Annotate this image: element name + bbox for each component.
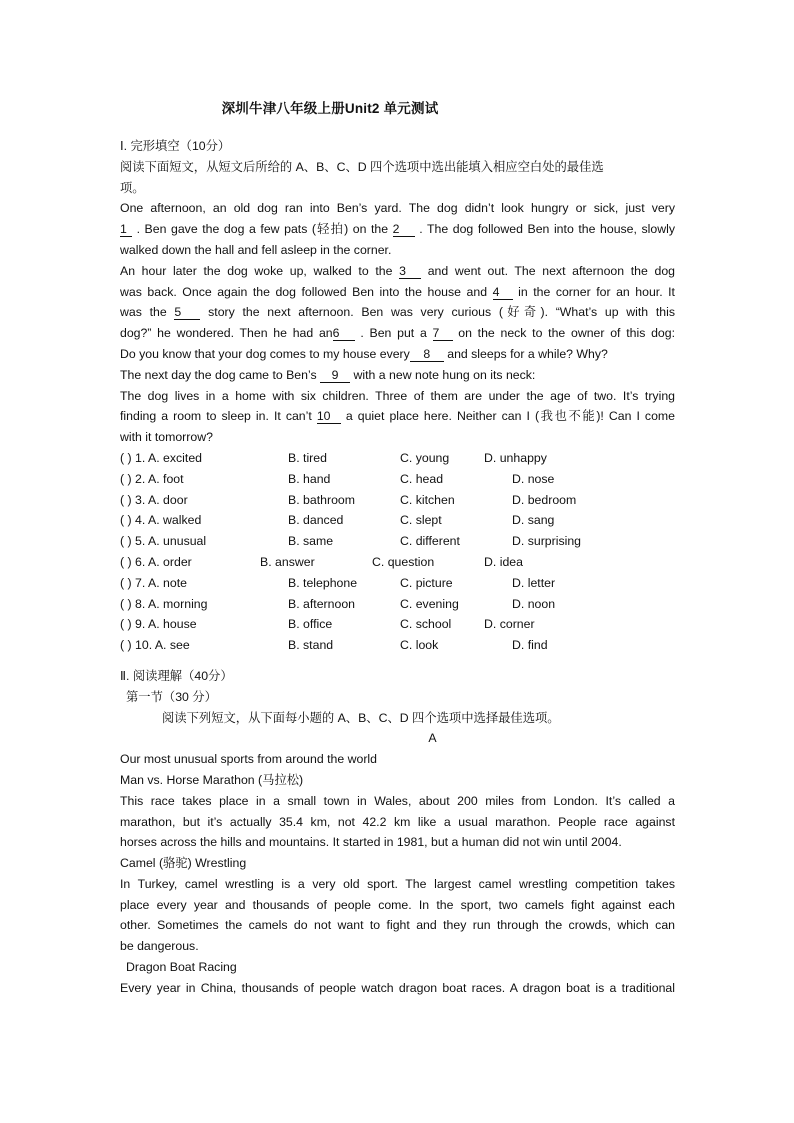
option-c: C. slept <box>400 513 442 528</box>
cloze-blank: 5 <box>174 305 200 320</box>
passage-line: dog?” he wondered. Then he had an6 . Ben put a 7 on the neck to the owner of this dog: <box>120 326 675 341</box>
option-d: D. bedroom <box>512 492 577 507</box>
part1-instructions-line: 项。 <box>120 180 145 195</box>
question-stem: ( ) 6. A. order <box>120 554 192 569</box>
question-stem: ( ) 2. A. foot <box>120 471 184 486</box>
reading-line: marathon, but it’s actually 35.4 km, not 42.2 km like a usual marathon. People race against <box>120 814 675 829</box>
option-c: C. kitchen <box>400 492 455 507</box>
question-row <box>120 469 675 490</box>
option-c: C. head <box>400 471 444 486</box>
cloze-blank: 10 <box>317 409 341 424</box>
option-d: D. find <box>512 638 548 653</box>
option-b: B. answer <box>260 554 315 569</box>
option-d: D. noon <box>512 596 556 611</box>
option-c: C. question <box>372 554 435 569</box>
question-stem: ( ) 7. A. note <box>120 575 187 590</box>
question-row <box>120 490 675 511</box>
cloze-blank: 2 <box>393 222 415 237</box>
question-row <box>120 635 675 656</box>
option-d: D. sang <box>512 513 555 528</box>
passage-line: The dog lives in a home with six children. Three of them are under the age of two. It’s trying <box>120 388 675 403</box>
question-stem: ( ) 9. A. house <box>120 617 197 632</box>
page-title: 深圳牛津八年级上册Unit2 单元测试 <box>221 101 439 116</box>
reading-line: Man vs. Horse Marathon (马拉松) <box>120 772 304 787</box>
passage-letter: A <box>428 731 437 746</box>
reading-line: Every year in China, thousands of people watch dragon boat races. A dragon boat is a traditional <box>120 980 675 995</box>
option-c: C. picture <box>400 575 453 590</box>
passage-line: Do you know that your dog comes to my house every 8 and sleeps for a while? Why? <box>120 346 608 361</box>
document-body <box>120 136 675 999</box>
part2-section: 第一节（30 分） <box>126 689 217 704</box>
question-stem: ( ) 10. A. see <box>120 638 190 653</box>
cloze-blank: 1 <box>120 222 132 237</box>
reading-line: other. Sometimes the camels do not want to fight and they run through the crowds, which can <box>120 918 675 933</box>
cloze-blank: 4 <box>493 285 513 300</box>
passage-line: 1 . Ben gave the dog a few pats (轻拍) on the 2 . The dog followed Ben into the house, slowly <box>120 222 675 237</box>
option-b: B. same <box>288 534 334 549</box>
question-row <box>120 448 675 469</box>
question-row <box>120 573 675 594</box>
question-row <box>120 531 675 552</box>
cloze-blank: 8 <box>410 347 444 362</box>
passage-line: finding a room to sleep in. It can’t 10 a quiet place here. Neither can I (我也不能)! Can I come <box>120 409 675 424</box>
cloze-blank: 6 <box>333 326 355 341</box>
option-b: B. afternoon <box>288 596 355 611</box>
question-row <box>120 510 675 531</box>
option-d: D. unhappy <box>484 450 547 465</box>
reading-line: Camel (骆驼) Wrestling <box>120 856 247 871</box>
cloze-blank: 7 <box>433 326 453 341</box>
option-d: D. idea <box>484 554 523 569</box>
passage-line: The next day the dog came to Ben’s 9 with a new note hung on its neck: <box>120 367 536 382</box>
cloze-blank: 9 <box>320 368 350 383</box>
reading-line: be dangerous. <box>120 939 199 954</box>
question-stem: ( ) 1. A. excited <box>120 450 203 465</box>
option-c: C. look <box>400 638 439 653</box>
reading-line: place every year and thousands of people come. In the sport, two camels fight against each <box>120 897 675 912</box>
question-row <box>120 614 675 635</box>
option-b: B. telephone <box>288 575 358 590</box>
cloze-blank: 3 <box>399 264 421 279</box>
passage-line: walked down the hall and fell asleep in the corner. <box>120 242 392 257</box>
question-stem: ( ) 4. A. walked <box>120 513 202 528</box>
question-stem: ( ) 3. A. door <box>120 492 188 507</box>
reading-line: Dragon Boat Racing <box>126 960 237 975</box>
question-stem: ( ) 5. A. unusual <box>120 534 207 549</box>
reading-line: Our most unusual sports from around the world <box>120 752 377 767</box>
option-b: B. tired <box>288 450 327 465</box>
option-d: D. surprising <box>512 534 582 549</box>
passage-line: An hour later the dog woke up, walked to the 3 and went out. The next afternoon the dog <box>120 263 675 278</box>
option-c: C. school <box>400 617 452 632</box>
passage-line: was the 5 story the next afternoon. Ben was very curious (好奇). “What’s up with this <box>120 305 675 320</box>
option-d: D. corner <box>484 617 535 632</box>
passage-line: was back. Once again the dog followed Ben into the house and 4 in the corner for an hour. It <box>120 284 675 299</box>
option-b: B. office <box>288 617 333 632</box>
option-c: C. evening <box>400 596 459 611</box>
option-d: D. nose <box>512 471 555 486</box>
reading-line: This race takes place in a small town in Wales, about 200 miles from London. It’s called a <box>120 793 675 808</box>
part2-instructions: 阅读下列短文，从下面每小题的 A、B、C、D 四个选项中选择最佳选项。 <box>162 710 560 725</box>
part1-instructions-line: 阅读下面短文，从短文后所给的 A、B、C、D 四个选项中选出能填入相应空白处的最佳选 <box>120 159 604 174</box>
question-row <box>120 594 675 615</box>
question-stem: ( ) 8. A. morning <box>120 596 208 611</box>
question-row <box>120 552 675 573</box>
option-c: C. young <box>400 450 450 465</box>
reading-line: horses across the hills and mountains. It started in 1981, but a human did not win until 2004. <box>120 835 622 850</box>
part1-heading: Ⅰ. 完形填空（10分） <box>120 139 231 153</box>
option-b: B. bathroom <box>288 492 355 507</box>
passage-line: One afternoon, an old dog ran into Ben’s yard. The dog didn’t look hungry or sick, just very <box>120 201 675 216</box>
option-c: C. different <box>400 534 460 549</box>
reading-line: In Turkey, camel wrestling is a very old sport. The largest camel wrestling competition takes <box>120 876 675 891</box>
option-b: B. hand <box>288 471 331 486</box>
option-d: D. letter <box>512 575 556 590</box>
option-b: B. danced <box>288 513 344 528</box>
option-b: B. stand <box>288 638 334 653</box>
part2-heading: Ⅱ. 阅读理解（40分） <box>120 668 233 683</box>
passage-line: with it tomorrow? <box>120 430 213 445</box>
